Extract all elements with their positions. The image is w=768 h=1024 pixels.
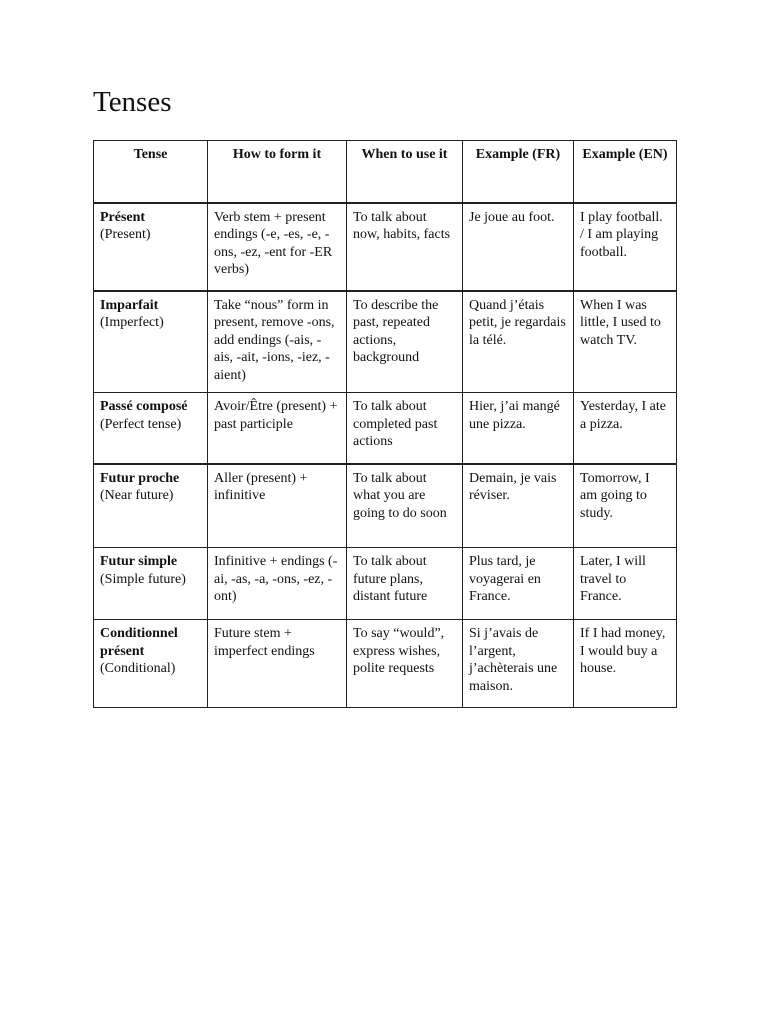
form-cell: Verb stem + present endings (-e, -es, -e, -ons, -ez, -ent for -ER verbs) — [208, 203, 347, 291]
example-en-cell: If I had money, I would buy a house. — [574, 620, 677, 708]
table-row — [94, 203, 677, 291]
tense-cell — [94, 291, 208, 393]
tense-cell — [94, 620, 208, 708]
example-en-cell: Yesterday, I ate a pizza. — [574, 393, 677, 464]
table-row — [94, 393, 677, 464]
tense-name: Futur proche — [100, 470, 180, 486]
header-when-to-use: When to use it — [347, 141, 463, 203]
form-cell: Aller (present) + infinitive — [208, 464, 347, 548]
header-how-to-form: How to form it — [208, 141, 347, 203]
use-cell: To talk about what you are going to do soon — [347, 464, 463, 548]
example-en-cell: Tomorrow, I am going to study. — [574, 464, 677, 548]
tense-gloss: (Simple future) — [100, 571, 186, 587]
table-row — [94, 464, 677, 548]
tense-name: Imparfait — [100, 297, 159, 313]
example-fr-cell: Quand j’étais petit, je regardais la télé. — [463, 291, 574, 393]
header-example-en: Example (EN) — [574, 141, 677, 203]
form-cell: Infinitive + endings (-ai, -as, -a, -ons, -ez, -ont) — [208, 548, 347, 620]
header-tense: Tense — [94, 141, 208, 203]
tense-gloss: (Near future) — [100, 488, 174, 504]
example-fr-cell: Demain, je vais réviser. — [463, 464, 574, 548]
tenses-table — [93, 140, 677, 708]
tense-cell — [94, 393, 208, 464]
tense-name: Futur simple — [100, 554, 178, 569]
tense-name: Présent — [100, 209, 146, 225]
example-fr-cell: Je joue au foot. — [463, 203, 574, 291]
tense-name: Passé composé — [100, 399, 188, 414]
tense-cell — [94, 548, 208, 620]
table-row — [94, 291, 677, 393]
example-en-cell: Later, I will travel to France. — [574, 548, 677, 620]
table-header-row — [94, 141, 677, 203]
tense-gloss: (Present) — [100, 227, 151, 243]
form-cell: Take “nous” form in present, remove -ons, add endings (-ais, -ais, -ait, -ions, -iez, -aient) — [208, 291, 347, 393]
tense-name: Conditionnel présent — [100, 626, 178, 659]
tense-gloss: (Conditional) — [100, 661, 176, 677]
use-cell: To say “would”, express wishes, polite requests — [347, 620, 463, 708]
form-cell: Avoir/Être (present) + past participle — [208, 393, 347, 464]
table-row — [94, 548, 677, 620]
tense-gloss: (Imperfect) — [100, 315, 164, 331]
example-fr-cell: Plus tard, je voyagerai en France. — [463, 548, 574, 620]
use-cell: To talk about completed past actions — [347, 393, 463, 464]
example-en-cell: I play football. / I am playing football. — [574, 203, 677, 291]
tense-cell — [94, 464, 208, 548]
form-cell: Future stem + imperfect endings — [208, 620, 347, 708]
header-example-fr: Example (FR) — [463, 141, 574, 203]
use-cell: To talk about now, habits, facts — [347, 203, 463, 291]
example-en-cell: When I was little, I used to watch TV. — [574, 291, 677, 393]
example-fr-cell: Si j’avais de l’argent, j’achèterais une maison. — [463, 620, 574, 708]
example-fr-cell: Hier, j’ai mangé une pizza. — [463, 393, 574, 464]
page-title: Tenses — [93, 86, 172, 118]
use-cell: To talk about future plans, distant future — [347, 548, 463, 620]
table-row — [94, 620, 677, 708]
use-cell: To describe the past, repeated actions, background — [347, 291, 463, 393]
tense-gloss: (Perfect tense) — [100, 416, 182, 432]
tense-cell — [94, 203, 208, 291]
